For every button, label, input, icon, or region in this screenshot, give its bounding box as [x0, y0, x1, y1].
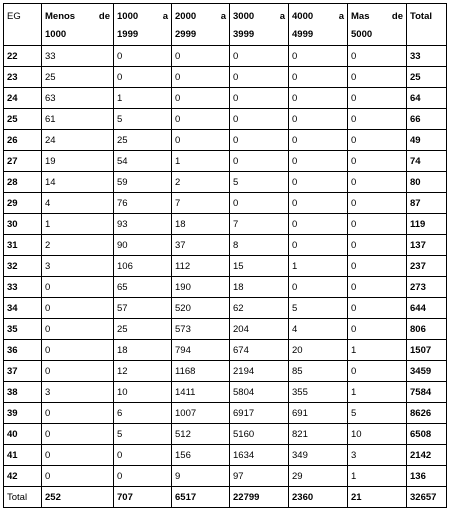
table-cell: 5 [114, 424, 172, 445]
table-cell: 6917 [230, 403, 289, 424]
table-cell: 14 [42, 172, 114, 193]
column-header: Total [407, 4, 447, 46]
table-cell: 119 [407, 214, 447, 235]
table-cell: 37 [172, 235, 230, 256]
footer-cell: 252 [42, 487, 114, 508]
table-cell: 33 [42, 46, 114, 67]
table-cell: 0 [114, 46, 172, 67]
table-cell: 36 [4, 340, 42, 361]
table-cell: 7 [230, 214, 289, 235]
table-cell: 0 [42, 424, 114, 445]
table-cell: 0 [114, 466, 172, 487]
table-cell: 2 [42, 235, 114, 256]
table-cell: 0 [42, 466, 114, 487]
table-cell: 5 [114, 109, 172, 130]
table-row [4, 235, 447, 256]
table-cell: 5804 [230, 382, 289, 403]
table-cell: 1411 [172, 382, 230, 403]
table-cell: 0 [348, 298, 407, 319]
table-cell: 37 [4, 361, 42, 382]
table-cell: 1 [42, 214, 114, 235]
table-cell: 59 [114, 172, 172, 193]
table-row [4, 319, 447, 340]
table-cell: 674 [230, 340, 289, 361]
table-row [4, 445, 447, 466]
table-cell: 349 [289, 445, 348, 466]
table-cell: 5160 [230, 424, 289, 445]
table-cell: 80 [407, 172, 447, 193]
table-cell: 136 [407, 466, 447, 487]
table-cell: 74 [407, 151, 447, 172]
table-cell: 0 [114, 445, 172, 466]
table-cell: 0 [348, 88, 407, 109]
birth-weight-table [3, 3, 447, 508]
column-header: 3000 a 3999 [230, 4, 289, 46]
table-row [4, 193, 447, 214]
table-cell: 54 [114, 151, 172, 172]
footer-cell: 6517 [172, 487, 230, 508]
footer-cell: 21 [348, 487, 407, 508]
table-cell: 1 [289, 256, 348, 277]
table-cell: 22 [4, 46, 42, 67]
table-cell: 25 [407, 67, 447, 88]
table-row [4, 424, 447, 445]
table-cell: 29 [4, 193, 42, 214]
table-cell: 512 [172, 424, 230, 445]
table-cell: 41 [4, 445, 42, 466]
table-cell: 76 [114, 193, 172, 214]
table-cell: 0 [289, 214, 348, 235]
table-cell: 61 [42, 109, 114, 130]
table-cell: 156 [172, 445, 230, 466]
table-cell: 90 [114, 235, 172, 256]
table-cell: 0 [289, 193, 348, 214]
table-cell: 0 [172, 130, 230, 151]
table-cell: 1 [114, 88, 172, 109]
table-cell: 5 [348, 403, 407, 424]
table-cell: 112 [172, 256, 230, 277]
table-cell: 520 [172, 298, 230, 319]
table-cell: 2142 [407, 445, 447, 466]
table-cell: 237 [407, 256, 447, 277]
table-cell: 0 [42, 277, 114, 298]
table-cell: 0 [348, 109, 407, 130]
table-cell: 28 [4, 172, 42, 193]
table-cell: 1634 [230, 445, 289, 466]
table-row [4, 361, 447, 382]
table-cell: 0 [172, 109, 230, 130]
table-cell: 27 [4, 151, 42, 172]
table-cell: 806 [407, 319, 447, 340]
table-cell: 0 [42, 403, 114, 424]
table-row [4, 151, 447, 172]
table-cell: 0 [230, 130, 289, 151]
footer-row [4, 487, 447, 508]
table-cell: 1007 [172, 403, 230, 424]
footer-cell: 2360 [289, 487, 348, 508]
table-cell: 0 [114, 67, 172, 88]
table-cell: 32 [4, 256, 42, 277]
table-cell: 8626 [407, 403, 447, 424]
table-cell: 49 [407, 130, 447, 151]
column-header: 1000 a 1999 [114, 4, 172, 46]
table-cell: 355 [289, 382, 348, 403]
table-cell: 24 [42, 130, 114, 151]
table-cell: 0 [348, 172, 407, 193]
table-cell: 0 [348, 67, 407, 88]
table-cell: 20 [289, 340, 348, 361]
table-cell: 40 [4, 424, 42, 445]
table-cell: 794 [172, 340, 230, 361]
table-cell: 63 [42, 88, 114, 109]
table-cell: 204 [230, 319, 289, 340]
table-cell: 691 [289, 403, 348, 424]
table-cell: 821 [289, 424, 348, 445]
table-cell: 2 [172, 172, 230, 193]
table-cell: 25 [114, 319, 172, 340]
table-cell: 31 [4, 235, 42, 256]
table-cell: 0 [42, 445, 114, 466]
table-row [4, 67, 447, 88]
table-cell: 0 [289, 172, 348, 193]
table-cell: 2194 [230, 361, 289, 382]
table-cell: 0 [230, 46, 289, 67]
table-cell: 6508 [407, 424, 447, 445]
table-cell: 1 [172, 151, 230, 172]
table-row [4, 46, 447, 67]
table-cell: 39 [4, 403, 42, 424]
table-row [4, 298, 447, 319]
table-cell: 4 [42, 193, 114, 214]
footer-cell: 22799 [230, 487, 289, 508]
table-cell: 93 [114, 214, 172, 235]
table-cell: 0 [348, 256, 407, 277]
table-cell: 190 [172, 277, 230, 298]
table-cell: 10 [348, 424, 407, 445]
table-cell: 3 [348, 445, 407, 466]
table-row [4, 88, 447, 109]
table-cell: 106 [114, 256, 172, 277]
table-cell: 0 [230, 88, 289, 109]
column-header: Menos de 1000 [42, 4, 114, 46]
table-cell: 0 [230, 193, 289, 214]
table-cell: 18 [114, 340, 172, 361]
table-cell: 0 [289, 130, 348, 151]
table-cell: 29 [289, 466, 348, 487]
table-row [4, 277, 447, 298]
table-cell: 97 [230, 466, 289, 487]
table-cell: 15 [230, 256, 289, 277]
table-cell: 0 [230, 67, 289, 88]
table-cell: 137 [407, 235, 447, 256]
table-cell: 65 [114, 277, 172, 298]
table-cell: 1507 [407, 340, 447, 361]
table-cell: 25 [42, 67, 114, 88]
table-cell: 573 [172, 319, 230, 340]
table-cell: 0 [42, 340, 114, 361]
table-cell: 57 [114, 298, 172, 319]
table-row [4, 256, 447, 277]
table-cell: 0 [42, 361, 114, 382]
table-body [4, 46, 447, 487]
table-row [4, 382, 447, 403]
table-row [4, 109, 447, 130]
table-cell: 3459 [407, 361, 447, 382]
table-cell: 1 [348, 340, 407, 361]
footer-cell: 32657 [407, 487, 447, 508]
table-cell: 87 [407, 193, 447, 214]
table-cell: 33 [407, 46, 447, 67]
table-cell: 64 [407, 88, 447, 109]
table-cell: 26 [4, 130, 42, 151]
table-cell: 0 [230, 151, 289, 172]
table-cell: 30 [4, 214, 42, 235]
table-cell: 0 [172, 88, 230, 109]
column-header: 2000 a 2999 [172, 4, 230, 46]
table-cell: 23 [4, 67, 42, 88]
footer-cell: 707 [114, 487, 172, 508]
table-cell: 38 [4, 382, 42, 403]
table-cell: 1 [348, 382, 407, 403]
table-cell: 0 [289, 67, 348, 88]
table-cell: 34 [4, 298, 42, 319]
table-cell: 25 [114, 130, 172, 151]
table-row [4, 340, 447, 361]
table-cell: 0 [289, 88, 348, 109]
table-cell: 0 [289, 277, 348, 298]
table-cell: 3 [42, 382, 114, 403]
table-cell: 0 [348, 130, 407, 151]
table-row [4, 403, 447, 424]
table-cell: 0 [289, 109, 348, 130]
footer-cell: Total [4, 487, 42, 508]
table-cell: 0 [348, 277, 407, 298]
table-row [4, 214, 447, 235]
table-cell: 24 [4, 88, 42, 109]
table-row [4, 172, 447, 193]
table-cell: 10 [114, 382, 172, 403]
table-cell: 18 [230, 277, 289, 298]
column-header: 4000 a 4999 [289, 4, 348, 46]
table-cell: 85 [289, 361, 348, 382]
column-header: EG [4, 4, 42, 46]
table-cell: 273 [407, 277, 447, 298]
table-cell: 0 [348, 214, 407, 235]
header-row [4, 4, 447, 46]
table-cell: 33 [4, 277, 42, 298]
table-cell: 3 [42, 256, 114, 277]
table-cell: 5 [289, 298, 348, 319]
table-row [4, 466, 447, 487]
table-cell: 7584 [407, 382, 447, 403]
table-cell: 0 [172, 46, 230, 67]
table-cell: 5 [230, 172, 289, 193]
table-cell: 0 [348, 46, 407, 67]
table-row [4, 130, 447, 151]
table-cell: 66 [407, 109, 447, 130]
table-cell: 7 [172, 193, 230, 214]
table-cell: 35 [4, 319, 42, 340]
table-cell: 644 [407, 298, 447, 319]
table-cell: 0 [230, 109, 289, 130]
table-cell: 18 [172, 214, 230, 235]
table-cell: 0 [289, 46, 348, 67]
table-cell: 9 [172, 466, 230, 487]
table-wrapper [3, 3, 447, 508]
table-cell: 0 [42, 298, 114, 319]
table-cell: 1 [348, 466, 407, 487]
table-cell: 42 [4, 466, 42, 487]
table-cell: 0 [289, 151, 348, 172]
table-cell: 4 [289, 319, 348, 340]
table-cell: 6 [114, 403, 172, 424]
table-cell: 0 [289, 235, 348, 256]
table-cell: 0 [348, 151, 407, 172]
table-cell: 25 [4, 109, 42, 130]
table-cell: 19 [42, 151, 114, 172]
table-cell: 0 [172, 67, 230, 88]
table-cell: 0 [348, 235, 407, 256]
table-cell: 0 [348, 361, 407, 382]
table-cell: 0 [348, 193, 407, 214]
table-cell: 12 [114, 361, 172, 382]
table-cell: 0 [348, 319, 407, 340]
table-cell: 0 [42, 319, 114, 340]
table-cell: 8 [230, 235, 289, 256]
column-header: Mas de 5000 [348, 4, 407, 46]
table-cell: 1168 [172, 361, 230, 382]
table-cell: 62 [230, 298, 289, 319]
